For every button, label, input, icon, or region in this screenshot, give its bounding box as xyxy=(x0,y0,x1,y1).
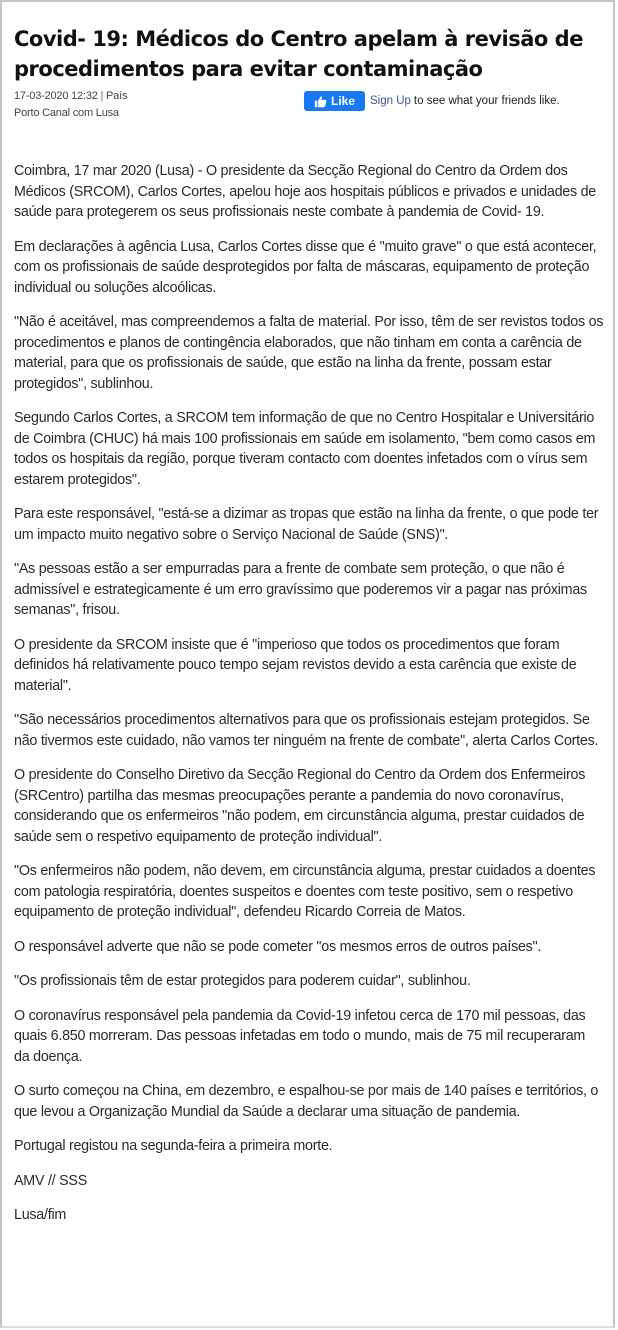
article-category: País xyxy=(106,90,128,102)
article-source: Porto Canal com Lusa xyxy=(14,107,119,119)
facebook-signup-suffix: to see what your friends like. xyxy=(413,95,560,107)
thumbs-up-icon xyxy=(314,95,327,108)
article-title: Covid- 19: Médicos do Centro apelam à revisão de procedimentos para evitar contaminação xyxy=(14,27,583,81)
article-paragraph: O presidente do Conselho Diretivo da Secção Regional do Centro da Ordem dos Enfermeiros (SRCentro) partilha das mesmas preocupações perante a pandemia do novo coronavírus, considerando que os enfermeiros "não podem, em circunstância alguma, prestar cuidados de saúde sem o respetivo equipamento de proteção individual". xyxy=(14,767,586,845)
article-paragraph: O presidente da SRCOM insiste que é "imperioso que todos os procedimentos que foram definidos há relativamente pouco tempo sejam revistos devido a esta carência que existe de material". xyxy=(14,636,577,694)
article-paragraph: Em declarações à agência Lusa, Carlos Cortes disse que é "muito grave" o que está acontecer, com os profissionais de saúde desprotegidos por falta de máscaras, equipamento de proteção individual ou soluções alcoólicas. xyxy=(14,238,597,296)
article-paragraph: Para este responsável, "está-se a dizimar as tropas que estão na linha da frente, o que pode ter um impacto muito negativo sobre o Serviço Nacional de Saúde (SNS)". xyxy=(14,506,599,543)
article-meta xyxy=(14,88,127,122)
article-paragraph: "São necessários procedimentos alternativos para que os profissionais estejam protegidos. Se não tivermos este cuidado, não vamos ter ninguém na frente de combate", alerta Carlos Cortes. xyxy=(14,712,599,749)
facebook-like-label: Like xyxy=(330,94,355,108)
article-paragraph: AMV // SSS xyxy=(14,1172,87,1189)
article-paragraph: "Os enfermeiros não podem, não devem, em circunstância alguma, prestar cuidados a doentes com patologia respiratória, doentes suspeitos e doentes com teste positivo, sem o respetivo equipamento de proteção individual", defendeu Ricardo Correia de Matos. xyxy=(14,863,596,920)
article-body xyxy=(14,161,604,1226)
meta-separator: | xyxy=(100,90,104,102)
article xyxy=(14,0,604,1240)
article-date: 17-03-2020 12:32 xyxy=(14,90,98,102)
facebook-like-widget xyxy=(304,91,560,111)
article-paragraph: Coimbra, 17 mar 2020 (Lusa) - O presidente da Secção Regional do Centro da Ordem dos Médicos (SRCOM), Carlos Cortes, apelou hoje aos hospitais públicos e privados e unidades de saúde para protegerem os seus profissionais neste combate à pandemia de Covid- 19. xyxy=(14,163,596,220)
article-paragraph: "Os profissionais têm de estar protegidos para poderem cuidar", sublinhou. xyxy=(14,973,471,989)
article-paragraph: Lusa/fim xyxy=(14,1207,67,1223)
facebook-signup-link[interactable]: Sign Up xyxy=(370,95,411,107)
article-paragraph: "As pessoas estão a ser empurradas para a frente de combate sem proteção, o que não é admissível e estrategicamente é um erro gravíssimo que poderemos vir a pagar nas próximas semanas", frisou. xyxy=(14,561,587,618)
facebook-like-button[interactable] xyxy=(304,91,365,111)
article-paragraph: O coronavírus responsável pela pandemia da Covid-19 infetou cerca de 170 mil pessoas, das quais 6.850 morreram. Das pessoas infetadas em todo o mundo, mais de 75 mil recuperaram da doença. xyxy=(14,1007,586,1065)
article-paragraph: Portugal registou na segunda-feira a primeira morte. xyxy=(14,1138,333,1154)
article-paragraph: O surto começou na China, em dezembro, e espalhou-se por mais de 140 países e territórios, o que levou a Organização Mundial da Saúde a declarar uma situação de pandemia. xyxy=(14,1083,599,1120)
article-paragraph: "Não é aceitável, mas compreendemos a falta de material. Por isso, têm de ser revistos todos os procedimentos e planos de contingência elaborados, que não tinham em conta a carência de material, para que os profissionais de saúde, que estão na linha da frente, possam estar protegidos", sublinhou. xyxy=(14,314,604,392)
article-meta-row xyxy=(14,88,604,124)
article-paragraph: Segundo Carlos Cortes, a SRCOM tem informação de que no Centro Hospitalar e Universitário de Coimbra (CHUC) há mais 100 profissionais em saúde em isolamento, "bem como casos em todos os hospitais da região, porque tiveram contacto com doentes infetados com o vírus sem estarem protegidos". xyxy=(14,410,596,488)
article-paragraph: O responsável adverte que não se pode cometer "os mesmos erros de outros países". xyxy=(14,938,542,955)
